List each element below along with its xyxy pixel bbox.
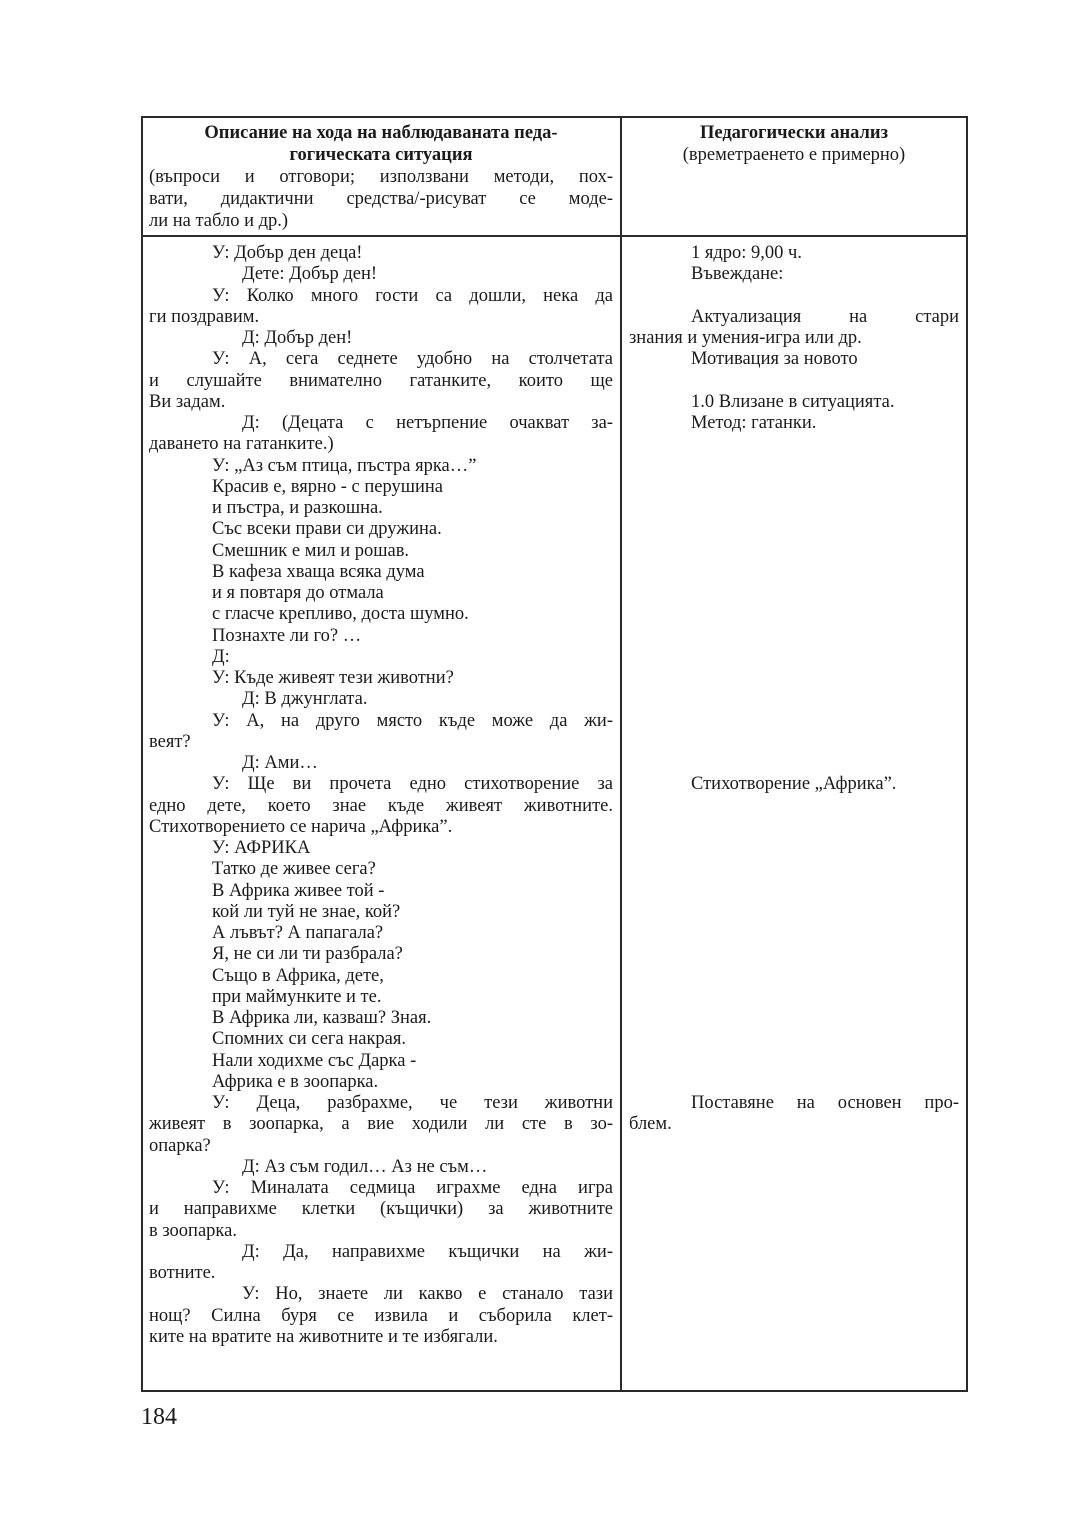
dialogue-line: при маймунките и те.: [212, 986, 382, 1007]
analysis-line-problem-2: блем.: [629, 1114, 672, 1135]
dialogue-line: едно дете, което знае къде живеят животните.: [149, 795, 613, 816]
page-number: 184: [141, 1404, 177, 1430]
dialogue-line: Д:: [212, 646, 230, 667]
analysis-line-poem: Стихотворение „Африка”.: [691, 774, 897, 795]
dialogue-line: вотните.: [149, 1263, 216, 1283]
dialogue-line: А лъвът? А папагала?: [212, 923, 384, 943]
dialogue-line: Спомних си сега накрая.: [212, 1029, 407, 1050]
dialogue-line: с гласче крепливо, доста шумно.: [212, 604, 469, 625]
analysis-line-core: 1 ядро: 9,00 ч.: [691, 243, 802, 263]
dialogue-line: Д: В джунглата.: [242, 689, 368, 710]
dialogue-line: Д: Добър ден!: [242, 328, 353, 348]
dialogue-line: Д: Да, направихме къщички на жи-: [242, 1241, 613, 1262]
dialogue-line: У: А, на друго място къде може да жи-: [212, 710, 613, 731]
dialogue-line: Д: Ами…: [242, 753, 318, 773]
dialogue-line: Дете: Добър ден!: [242, 264, 378, 285]
dialogue-line: Д: (Децата с нетърпение очакват за-: [242, 413, 613, 433]
dialogue-line: В кафеза хваща всяка дума: [212, 561, 425, 582]
dialogue-line: У: Ще ви прочета едно стихотворение за: [212, 774, 613, 795]
dialogue-line: в зоопарка.: [149, 1220, 237, 1241]
dialogue-line: и пъстра, и разкошна.: [212, 498, 383, 518]
dialogue-line: Ви задам.: [149, 391, 226, 412]
dialogue-line: Смешник е мил и рошав.: [212, 540, 410, 561]
analysis-line-actualization-1: Актуализация на стари: [691, 306, 959, 327]
dialogue-line: У: Но, знаете ли какво е станало тази: [242, 1284, 613, 1305]
header-right: [629, 122, 959, 166]
header-left-subtitle: ли на табло и др.): [149, 211, 289, 231]
dialogue-line: Я, не си ли ти разбрала?: [212, 944, 403, 965]
dialogue-line: Познахте ли го? …: [212, 625, 362, 646]
dialogue-line: Д: Аз съм годил… Аз не съм…: [242, 1156, 488, 1177]
header-left-title: Описание на хода на наблюдаваната педа-: [204, 123, 558, 143]
analysis-line-intro: Въвеждане:: [691, 264, 784, 285]
dialogue-line: опарка?: [149, 1135, 211, 1156]
analysis-line-entering: 1.0 Влизане в ситуацията.: [691, 391, 895, 412]
dialogue-line: кой ли туй не знае, кой?: [212, 901, 401, 922]
dialogue-line: Африка е в зоопарка.: [212, 1071, 379, 1092]
dialogue-line: и направихме клетки (къщички) за животните: [149, 1199, 613, 1220]
dialogue-line: Също в Африка, дете,: [212, 965, 384, 986]
header-left-subtitle: вати, дидактични средства/-рисуват се моде-: [149, 189, 613, 209]
lesson-table: [141, 116, 968, 1392]
dialogue-line: ги поздравим.: [149, 306, 260, 327]
dialogue-line: и слушайте внимателно гатанките, които ще: [149, 370, 613, 391]
dialogue-line: У: АФРИКА: [212, 838, 311, 858]
header-right-subtitle: (времетраенето е примерно): [682, 145, 906, 165]
header-left-title-cont: гогическата ситуация: [289, 145, 473, 165]
dialogue-line: Със всеки прави си дружина.: [212, 519, 442, 540]
dialogue-line: Красив е, вярно - с перушина: [212, 476, 444, 497]
analysis-line-method: Метод: гатанки.: [691, 413, 817, 433]
dialogue-line: Нали ходихме със Дарка -: [212, 1050, 417, 1071]
dialogue-line: нощ? Силна буря се извила и съборила клет-: [149, 1305, 613, 1326]
header-divider: [143, 235, 966, 237]
dialogue-line: У: Деца, разбрахме, че тези животни: [212, 1093, 613, 1113]
dialogue-line: веят?: [149, 731, 191, 752]
header-left-subtitle: (въпроси и отговори; използвани методи, пох-: [149, 167, 613, 187]
dialogue-line: У: Къде живеят тези животни?: [212, 668, 454, 688]
dialogue-line: У: Миналата седмица играхме една игра: [212, 1178, 613, 1198]
column-divider: [620, 118, 622, 1390]
dialogue-line: даването на гатанките.): [149, 434, 334, 455]
dialogue-line: ките на вратите на животните и те избягали.: [149, 1326, 498, 1347]
dialogue-line: У: А, сега седнете удобно на столчетата: [212, 349, 613, 370]
analysis-line-motivation: Мотивация за новото: [691, 349, 858, 370]
header-left: [149, 122, 613, 232]
dialogue-line: В Африка ли, казваш? Зная.: [212, 1008, 432, 1028]
dialogue-line: В Африка живее той -: [212, 880, 385, 901]
dialogue-line: Стихотворението се нарича „Африка”.: [149, 816, 453, 837]
header-right-title: Педагогически анализ: [699, 123, 889, 143]
dialogue-line: У: „Аз съм птица, пъстра ярка…”: [212, 455, 477, 476]
dialogue-line: У: Добър ден деца!: [212, 243, 363, 263]
dialogue-line: У: Колко много гости са дошли, нека да: [212, 285, 613, 306]
analysis-line-actualization-2: знания и умения-игра или др.: [629, 328, 862, 348]
dialogue-line: и я повтаря до отмала: [212, 583, 384, 603]
dialogue-line: Татко де живее сега?: [212, 859, 376, 880]
dialogue-line: живеят в зоопарка, а вие ходили ли сте в зо-: [149, 1114, 613, 1135]
analysis-line-problem-1: Поставяне на основен про-: [691, 1093, 959, 1113]
